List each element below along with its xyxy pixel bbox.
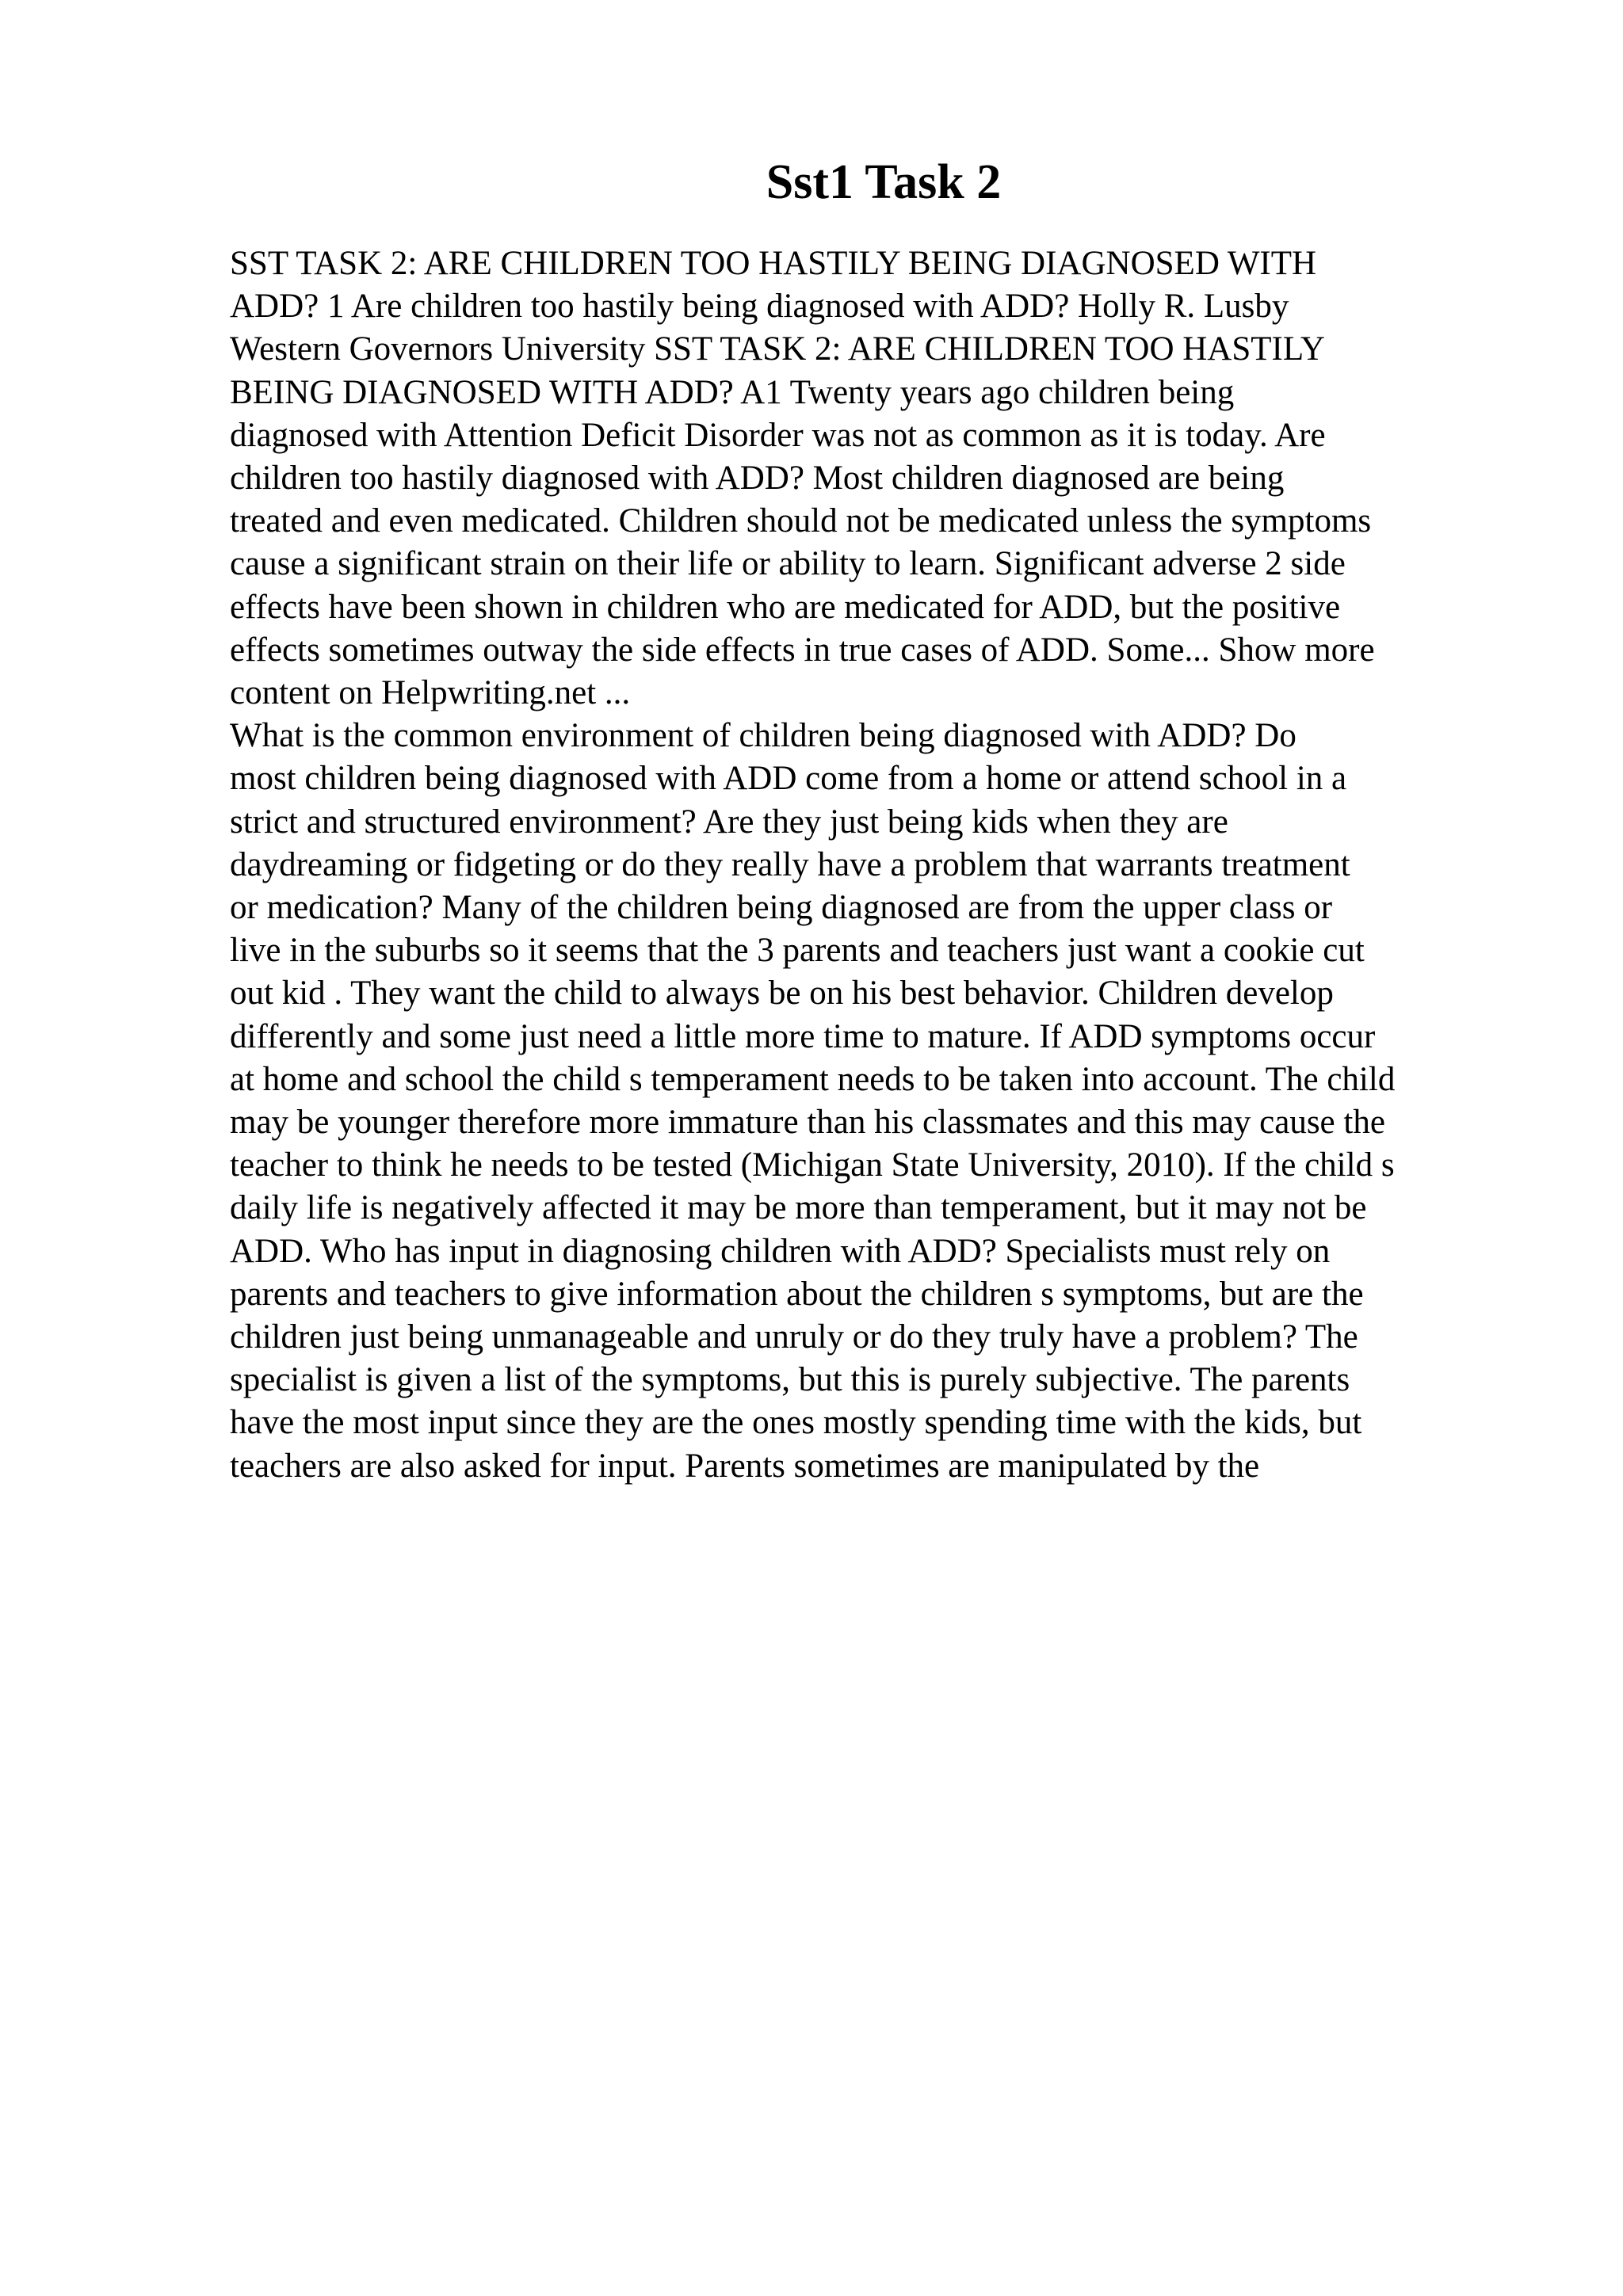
document-title: Sst1 Task 2 <box>766 155 1002 209</box>
text-line: differently and some just need a little more time to mature. If ADD symptoms occur <box>230 1017 1376 1055</box>
text-line: teacher to think he needs to be tested (Michigan State University, 2010). If the child s <box>230 1146 1395 1184</box>
text-line: at home and school the child s temperament needs to be taken into account. The child <box>230 1060 1396 1098</box>
text-line: Western Governors University SST TASK 2: ARE CHILDREN TOO HASTILY <box>230 330 1325 368</box>
text-line: specialist is given a list of the symptoms, but this is purely subjective. The parents <box>230 1361 1350 1399</box>
text-line: cause a significant strain on their life or ability to learn. Significant adverse 2 side <box>230 545 1346 583</box>
text-line: live in the suburbs so it seems that the 3 parents and teachers just want a cookie cut <box>230 932 1365 970</box>
text-line: children too hastily diagnosed with ADD? Most children diagnosed are being <box>230 460 1285 498</box>
text-line: BEING DIAGNOSED WITH ADD? A1 Twenty years ago children being <box>230 373 1235 411</box>
text-line: diagnosed with Attention Deficit Disorder was not as common as it is today. Are <box>230 416 1326 454</box>
text-line: most children being diagnosed with ADD come from a home or attend school in a <box>230 760 1347 798</box>
text-line: content on Helpwriting.net ... <box>230 674 631 712</box>
paragraph-1 <box>230 242 1514 715</box>
text-line: strict and structured environment? Are they just being kids when they are <box>230 803 1228 841</box>
text-line: parents and teachers to give information about the children s symptoms, but are the <box>230 1275 1364 1313</box>
text-line: may be younger therefore more immature than his classmates and this may cause the <box>230 1104 1385 1142</box>
text-line: effects have been shown in children who are medicated for ADD, but the positive <box>230 588 1341 626</box>
document-body <box>230 242 1514 1488</box>
text-line: daydreaming or fidgeting or do they really have a problem that warrants treatment <box>230 845 1350 883</box>
text-line: children just being unmanageable and unruly or do they truly have a problem? The <box>230 1318 1358 1356</box>
text-line: treated and even medicated. Children should not be medicated unless the symptoms <box>230 502 1372 540</box>
text-line: SST TASK 2: ARE CHILDREN TOO HASTILY BEING DIAGNOSED WITH <box>230 245 1317 282</box>
text-line: have the most input since they are the ones mostly spending time with the kids, but <box>230 1404 1362 1442</box>
text-line: teachers are also asked for input. Parents sometimes are manipulated by the <box>230 1447 1260 1485</box>
text-line: What is the common environment of children being diagnosed with ADD? Do <box>230 717 1296 755</box>
text-line: daily life is negatively affected it may be more than temperament, but it may not be <box>230 1189 1367 1227</box>
paragraph-2 <box>230 715 1514 1488</box>
text-line: out kid . They want the child to always be on his best behavior. Children develop <box>230 974 1334 1013</box>
text-line: ADD? 1 Are children too hastily being diagnosed with ADD? Holly R. Lusby <box>230 288 1289 326</box>
text-line: or medication? Many of the children being diagnosed are from the upper class or <box>230 889 1333 927</box>
text-line: ADD. Who has input in diagnosing children with ADD? Specialists must rely on <box>230 1232 1331 1270</box>
text-line: effects sometimes outway the side effects in true cases of ADD. Some... Show more <box>230 631 1375 669</box>
